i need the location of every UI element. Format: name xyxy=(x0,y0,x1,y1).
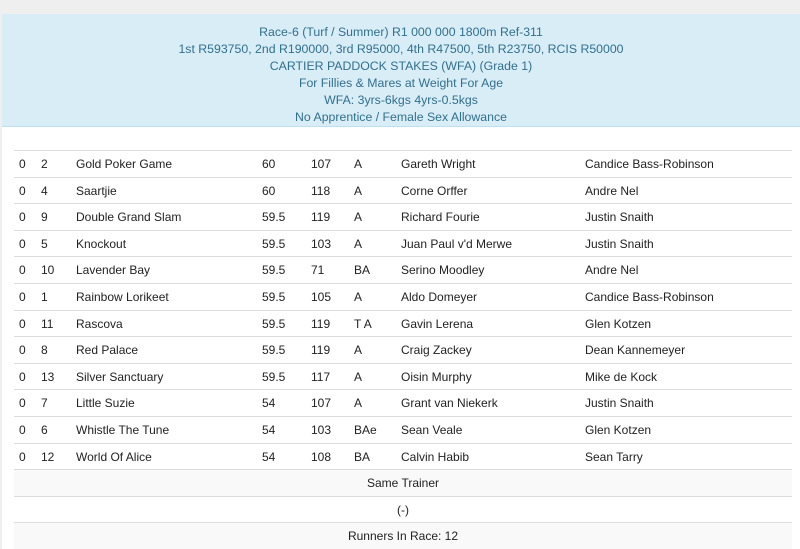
runner-weight: 54 xyxy=(262,449,276,464)
trainer-name: Candice Bass-Robinson xyxy=(585,289,714,304)
race-allowance: No Apprentice / Female Sex Allowance xyxy=(295,110,507,124)
horse-name: Red Palace xyxy=(76,343,139,358)
jockey-name: Grant van Niekerk xyxy=(401,396,498,411)
horse-name: Lavender Bay xyxy=(76,263,151,278)
runner-number: 10 xyxy=(41,263,55,278)
runner-rating: 107 xyxy=(311,396,332,411)
runners-table xyxy=(14,150,792,549)
runner-weight: 59.5 xyxy=(262,369,286,384)
trainer-name: Mike de Kock xyxy=(585,369,658,384)
table-row xyxy=(14,311,792,338)
runner-col0: 0 xyxy=(19,263,26,278)
runner-rating: 107 xyxy=(311,157,332,171)
runner-weight: 59.5 xyxy=(262,316,286,331)
runner-weight: 59.5 xyxy=(262,236,286,251)
trainer-name: Sean Tarry xyxy=(585,449,643,464)
race-title: Race-6 (Turf / Summer) R1 000 000 1800m Ref-311 xyxy=(259,25,543,39)
runner-equipment: A xyxy=(354,210,363,225)
trainer-name: Justin Snaith xyxy=(585,396,654,411)
runner-weight: 59.5 xyxy=(262,210,286,225)
runner-equipment: A xyxy=(354,157,363,171)
runner-rating: 105 xyxy=(311,289,332,304)
runner-col0: 0 xyxy=(19,157,26,171)
runner-col0: 0 xyxy=(19,183,26,198)
race-name: CARTIER PADDOCK STAKES (WFA) (Grade 1) xyxy=(269,59,533,73)
runner-weight: 59.5 xyxy=(262,343,286,358)
jockey-name: Craig Zackey xyxy=(401,343,472,358)
table-row xyxy=(14,231,792,258)
runner-rating: 103 xyxy=(311,236,332,251)
runner-equipment: A xyxy=(354,183,363,198)
table-row xyxy=(14,151,792,178)
race-conditions: For Fillies & Mares at Weight For Age xyxy=(298,76,504,90)
horse-name: Whistle The Tune xyxy=(76,422,170,437)
horse-name: World Of Alice xyxy=(76,449,152,464)
runner-col0: 0 xyxy=(19,236,26,251)
runner-rating: 103 xyxy=(311,422,332,437)
runner-equipment: A xyxy=(354,236,363,251)
jockey-name: Corne Orffer xyxy=(401,183,468,198)
trainer-name: Andre Nel xyxy=(585,263,639,278)
runner-weight: 59.5 xyxy=(262,263,286,278)
runner-equipment: T A xyxy=(354,316,372,331)
jockey-name: Sean Veale xyxy=(401,422,463,437)
runner-number: 8 xyxy=(41,343,48,358)
trainer-name: Justin Snaith xyxy=(585,236,654,251)
horse-name: Knockout xyxy=(76,236,127,251)
table-row xyxy=(14,417,792,444)
table-row xyxy=(14,444,792,471)
trainer-name: Candice Bass-Robinson xyxy=(585,157,714,171)
runner-weight: 59.5 xyxy=(262,289,286,304)
trainer-name: Andre Nel xyxy=(585,183,639,198)
runner-col0: 0 xyxy=(19,422,26,437)
race-wfa: WFA: 3yrs-6kgs 4yrs-0.5kgs xyxy=(324,93,478,107)
runner-rating: 119 xyxy=(311,343,331,358)
runner-equipment: A xyxy=(354,289,363,304)
runner-rating: 71 xyxy=(311,263,325,278)
table-row xyxy=(14,390,792,417)
horse-name: Little Suzie xyxy=(76,396,135,411)
runner-col0: 0 xyxy=(19,289,26,304)
runner-rating: 119 xyxy=(311,210,331,225)
horse-name: Silver Sanctuary xyxy=(76,369,164,384)
runner-col0: 0 xyxy=(19,316,26,331)
jockey-name: Juan Paul v'd Merwe xyxy=(401,236,513,251)
horse-name: Saartjie xyxy=(76,183,117,198)
runner-equipment: BAe xyxy=(354,422,377,437)
table-row xyxy=(14,204,792,231)
runner-col0: 0 xyxy=(19,343,26,358)
race-card xyxy=(2,14,800,549)
runner-col0: 0 xyxy=(19,396,26,411)
horse-name: Double Grand Slam xyxy=(76,210,182,225)
jockey-name: Aldo Domeyer xyxy=(401,289,478,304)
runner-number: 13 xyxy=(41,369,55,384)
runner-weight: 54 xyxy=(262,422,276,437)
runner-number: 12 xyxy=(41,449,55,464)
runner-equipment: A xyxy=(354,343,363,358)
jockey-name: Calvin Habib xyxy=(401,449,470,464)
runner-weight: 60 xyxy=(262,183,276,198)
runner-number: 6 xyxy=(41,422,48,437)
jockey-name: Serino Moodley xyxy=(401,263,485,278)
runner-number: 1 xyxy=(41,289,48,304)
race-prize-money: 1st R593750, 2nd R190000, 3rd R95000, 4th R47500, 5th R23750, RCIS R50000 xyxy=(178,42,624,56)
horse-name: Rascova xyxy=(76,316,123,331)
runner-rating: 119 xyxy=(311,316,331,331)
runner-number: 7 xyxy=(41,396,48,411)
jockey-name: Richard Fourie xyxy=(401,210,480,225)
runner-col0: 0 xyxy=(19,210,26,225)
runner-equipment: BA xyxy=(354,263,371,278)
runner-weight: 60 xyxy=(262,157,276,171)
trainer-name: Glen Kotzen xyxy=(585,422,652,437)
trainer-name: Justin Snaith xyxy=(585,210,654,225)
runner-col0: 0 xyxy=(19,369,26,384)
runner-number: 4 xyxy=(41,183,48,198)
runner-weight: 54 xyxy=(262,396,276,411)
runners-count: Runners In Race: 12 xyxy=(14,523,792,549)
jockey-name: Gareth Wright xyxy=(401,157,476,171)
runner-number: 9 xyxy=(41,210,48,225)
runner-rating: 108 xyxy=(311,449,332,464)
runner-equipment: A xyxy=(354,369,363,384)
horse-name: Rainbow Lorikeet xyxy=(76,289,169,304)
runner-rating: 118 xyxy=(311,183,331,198)
trainer-name: Glen Kotzen xyxy=(585,316,652,331)
race-header xyxy=(2,14,800,127)
runner-rating: 117 xyxy=(311,369,331,384)
jockey-name: Oisin Murphy xyxy=(401,369,472,384)
same-trainer-value: (-) xyxy=(14,497,792,524)
horse-name: Gold Poker Game xyxy=(76,157,173,171)
runner-col0: 0 xyxy=(19,449,26,464)
table-row xyxy=(14,257,792,284)
runner-number: 5 xyxy=(41,236,48,251)
jockey-name: Gavin Lerena xyxy=(401,316,474,331)
table-row xyxy=(14,337,792,364)
runner-number: 11 xyxy=(41,316,54,331)
table-row xyxy=(14,364,792,391)
runner-equipment: A xyxy=(354,396,363,411)
runner-equipment: BA xyxy=(354,449,371,464)
table-row xyxy=(14,284,792,311)
table-row xyxy=(14,178,792,205)
runner-number: 2 xyxy=(41,157,48,171)
same-trainer-label: Same Trainer xyxy=(14,470,792,497)
trainer-name: Dean Kannemeyer xyxy=(585,343,686,358)
